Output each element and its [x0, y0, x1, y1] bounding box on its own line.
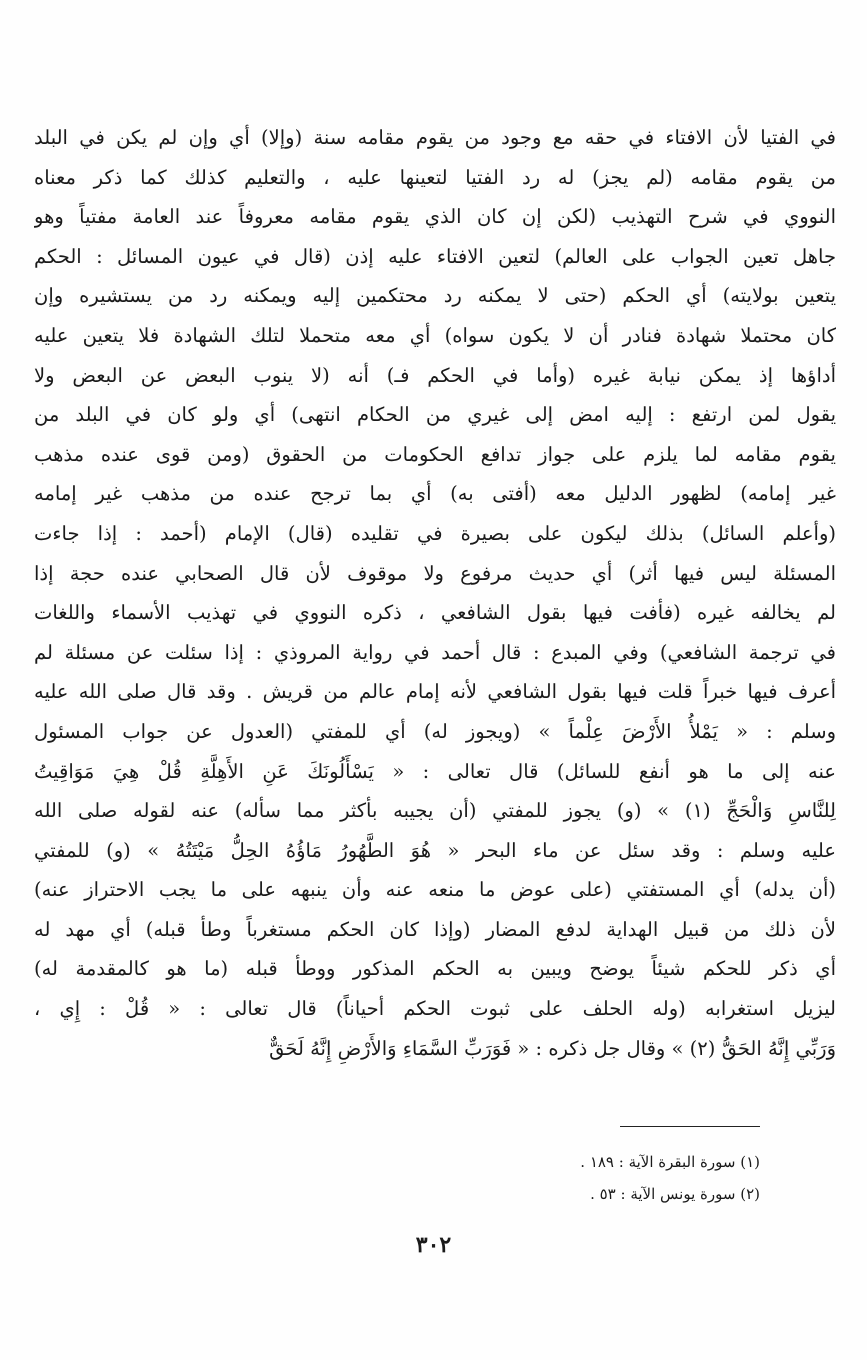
text-line: لم يخالفه غيره (فأفت فيها بقول الشافعي ، ذكره النووي في تهذيب الأسماء واللغات: [34, 601, 836, 625]
footnotes: [400, 1146, 760, 1210]
text-line: يقوم مقامه لما يلزم على جواز تدافع الحكومات من الحقوق (ومن قوى عنده مذهب: [34, 442, 836, 466]
text-line: المسئلة ليس فيها أثر) أي حديث مرفوع ولا موقوف لأن قال الصحابي عنده حجة إذا: [34, 561, 836, 585]
text-line: وسلم : « يَمْلأُ الأَرْضَ عِلْماً » (ويجوز له) أي للمفتي (العدول عن جواب المسئول: [34, 719, 836, 743]
text-line: لأن ذلك من قبيل الهداية لدفع المضار (وإذا كان الحكم مستغرباً وطأ قبله) أي مهد له: [34, 917, 836, 941]
main-text-block: [34, 118, 836, 1068]
footnote: (٢) سورة يونس الآية : ٥٣ .: [590, 1185, 760, 1203]
text-line: (أن يدله) أي المستفتي (على عوض ما منعه عنه وأن ينبهه على ما يجب الاحتراز عنه): [34, 878, 836, 902]
text-line: غير إمامه) لظهور الدليل معه (أفتى به) أي بما ترجح عنده من مذهب غير إمامه: [34, 482, 836, 506]
text-line: ليزيل استغرابه (وله الحلف على ثبوت الحكم أحياناً) قال تعالى : « قُلْ : إِي ،: [34, 997, 836, 1021]
text-line: (وأعلم السائل) بذلك ليكون على بصيرة في تقليده (قال) الإمام (أحمد : إذا جاءت: [34, 521, 836, 545]
text-line: من يقوم مقامه (لم يجز) له رد الفتيا لتعينها عليه ، والتعليم كذلك كما ذكر معناه: [34, 165, 836, 189]
text-line: عليه وسلم : وقد سئل عن ماء البحر « هُوَ الطَّهُورُ مَاؤُهُ الحِلُّ مَيْتَتُهُ » (و) للمفتي: [34, 838, 836, 862]
text-line: يقول لمن ارتفع : إليه امض إلى غيري من الحكام انتهى) أي ولو كان في البلد من: [34, 403, 836, 427]
page-number: ٣٠٢: [415, 1232, 452, 1258]
footnote-divider: [620, 1126, 760, 1127]
text-line: أداؤها إذ يمكن نيابة غيره (وأما في الحكم فـ) أنه (لا ينوب البعض عن البعض ولا: [34, 363, 836, 387]
text-line: وَرَبِّي إِنَّهُ الحَقُّ (٢) » وقال جل ذكره : « فَوَرَبِّ السَّمَاءِ وَالأَرْضِ إِنَّهُ لَحَقٌّ: [269, 1036, 836, 1060]
text-line: جاهل تعين الجواب على العالم) لتعين الافتاء عليه إذن (قال في عيون المسائل : الحكم: [34, 244, 836, 268]
text-line: عنه إلى ما هو أنفع للسائل) قال تعالى : « يَسْأَلُونَكَ عَنِ الأَهِلَّةِ قُلْ هِيَ مَوَاقِيتُ: [34, 759, 836, 783]
text-line: في ترجمة الشافعي) وفي المبدع : قال أحمد في رواية المروذي : إذا سئلت عن مسئلة لم: [34, 640, 836, 664]
text-line: يتعين بولايته) أي الحكم (حتى لا يمكنه رد محتكمين إليه ويمكنه رد من يستشيره وإن: [34, 284, 836, 308]
text-line: أي ذكر للحكم شيئاً يوضح ويبين به الحكم المذكور ووطأ قبله (ما هو كالمقدمة له): [34, 957, 836, 981]
text-line: في الفتيا لأن الافتاء في حقه مع وجود من يقوم مقامه سنة (وإلا) أي وإن لم يكن في البلد: [34, 126, 836, 149]
text-line: كان محتملا شهادة فنادر أن لا يكون سواه) أي معه متحملا لتلك الشهادة فلا يتعين عليه: [34, 323, 836, 347]
text-line: النووي في شرح التهذيب (لكن إن كان الذي يقوم مقامه معروفاً عند العامة مفتياً وهو: [34, 205, 836, 229]
text-line: أعرف فيها خبراً قلت فيها بقول الشافعي لأنه إمام عالم من قريش . وقد قال صلى الله عليه: [34, 680, 836, 704]
footnote: (١) سورة البقرة الآية : ١٨٩ .: [580, 1153, 760, 1171]
text-line: لِلنَّاسِ وَالْحَجِّ (١) » (و) يجوز للمفتي (أن يجيبه بأكثر مما سأله) عنه لقوله صلى الله: [34, 799, 836, 823]
